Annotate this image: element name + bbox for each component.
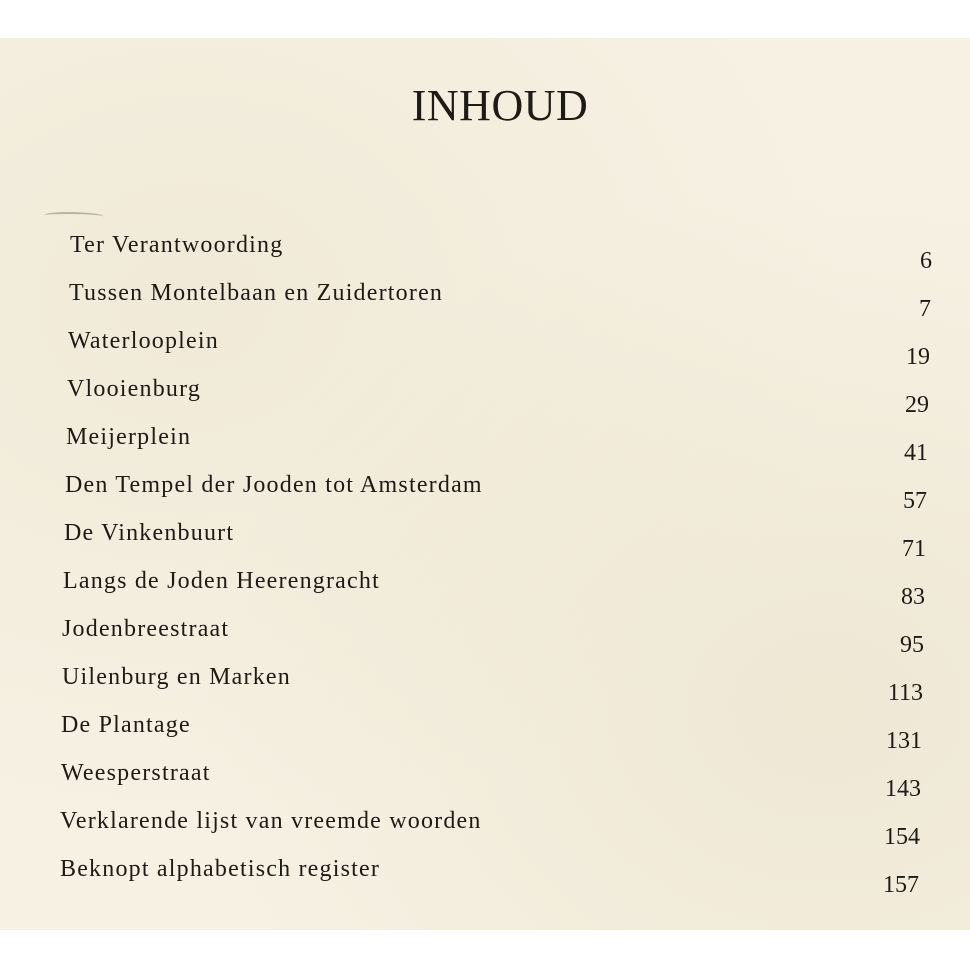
toc-entry-title: Langs de Joden Heerengracht bbox=[63, 568, 380, 594]
toc-entry bbox=[0, 328, 970, 368]
toc-entry bbox=[0, 856, 970, 896]
toc-entry-title: Waterlooplein bbox=[68, 328, 219, 354]
toc-entry-page: 57 bbox=[903, 488, 927, 514]
toc-entry-title: Ter Verantwoording bbox=[70, 232, 284, 258]
toc-entry-title: Tussen Montelbaan en Zuidertoren bbox=[69, 280, 444, 306]
toc-entry-page: 41 bbox=[904, 440, 928, 466]
toc-entry-page: 29 bbox=[905, 392, 929, 418]
toc-entry-page: 113 bbox=[887, 680, 923, 706]
toc-entry-page: 143 bbox=[885, 776, 921, 802]
toc-entry-title: Uilenburg en Marken bbox=[62, 664, 291, 690]
toc-entry bbox=[0, 280, 970, 320]
toc-entry-title: Vlooienburg bbox=[67, 376, 202, 402]
toc-entry-title: Meijerplein bbox=[66, 424, 192, 450]
toc-entry-title: Jodenbreestraat bbox=[62, 616, 230, 642]
toc-entry bbox=[0, 424, 970, 464]
toc-entry-page: 6 bbox=[920, 248, 932, 274]
toc-entry-page: 19 bbox=[906, 344, 930, 370]
toc-entry bbox=[0, 712, 970, 752]
scanned-page bbox=[0, 38, 970, 930]
toc-entry bbox=[0, 808, 970, 848]
toc-entry-title: De Plantage bbox=[61, 712, 191, 738]
toc-entry-page: 95 bbox=[900, 632, 924, 658]
toc-entry bbox=[0, 232, 970, 272]
toc-entry-title: Den Tempel der Jooden tot Amsterdam bbox=[65, 472, 483, 498]
toc-entry bbox=[0, 520, 970, 560]
toc-entry bbox=[0, 616, 970, 656]
toc-entry-title: Weesperstraat bbox=[61, 760, 211, 786]
toc-entry-title: De Vinkenbuurt bbox=[64, 520, 235, 546]
toc-entry-title: Verklarende lijst van vreemde woorden bbox=[60, 808, 482, 834]
table-of-contents bbox=[0, 38, 970, 930]
toc-entry-page: 7 bbox=[919, 296, 931, 322]
toc-entry-page: 83 bbox=[901, 584, 925, 610]
toc-entry bbox=[0, 472, 970, 512]
toc-entry bbox=[0, 376, 970, 416]
page-title: INHOUD bbox=[411, 81, 589, 130]
toc-entry bbox=[0, 760, 970, 800]
toc-entry-page: 131 bbox=[886, 728, 922, 754]
toc-entry bbox=[0, 568, 970, 608]
toc-entry-page: 154 bbox=[884, 824, 920, 850]
toc-entry-page: 157 bbox=[883, 872, 919, 898]
toc-entry-page: 71 bbox=[902, 536, 926, 562]
toc-entry bbox=[0, 664, 970, 704]
toc-entry-title: Beknopt alphabetisch register bbox=[60, 856, 381, 882]
